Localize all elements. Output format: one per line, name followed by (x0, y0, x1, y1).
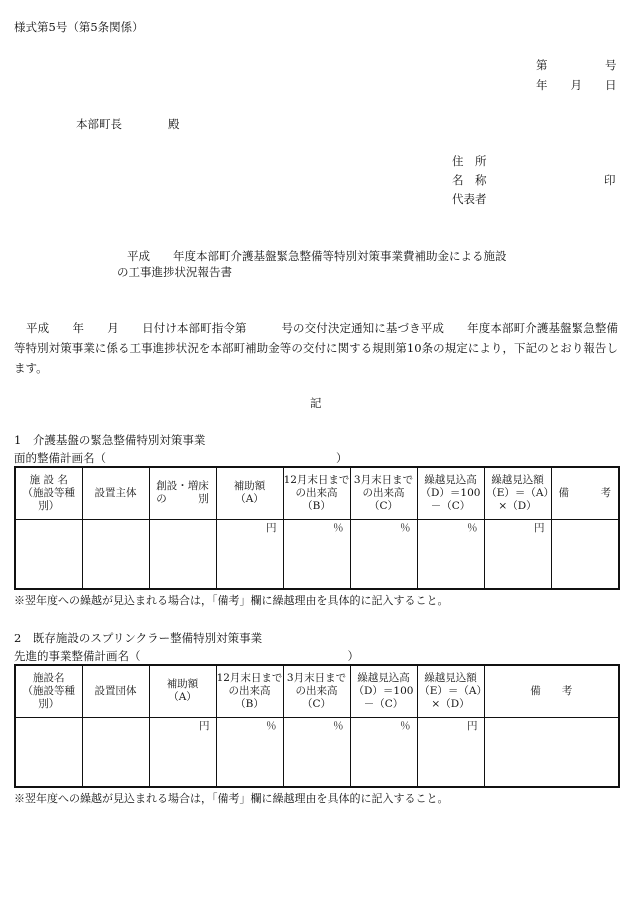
data-cell[interactable] (149, 519, 216, 589)
header-cell: 繰越見込高 （D）＝100－（C） (417, 467, 484, 519)
address-label: 住 所 (452, 154, 487, 168)
data-cell[interactable]: ％ (417, 519, 484, 589)
header-cell: 補助額 （A） (216, 467, 283, 519)
section1-header-row (15, 467, 619, 519)
section2-note: ※翌年度への繰越が見込まれる場合は，「備考」欄に繰越理由を具体的に記入すること。 (14, 792, 449, 805)
data-cell[interactable]: ％ (350, 519, 417, 589)
data-cell[interactable] (484, 717, 619, 787)
seal-mark: 印 (604, 173, 616, 187)
document-title (117, 248, 537, 280)
addressee: 本部町長 殿 (76, 117, 180, 131)
header-cell: 設置主体 (82, 467, 149, 519)
header-cell: 設置団体 (82, 665, 149, 717)
section1-data-row (15, 519, 619, 589)
form-number: 様式第5号（第5条関係） (14, 20, 144, 34)
data-cell[interactable] (15, 717, 82, 787)
data-cell[interactable] (15, 519, 82, 589)
section1-heading: 1 介護基盤の緊急整備特別対策事業 (14, 433, 206, 447)
data-cell[interactable]: 円 (149, 717, 216, 787)
section2-table (14, 664, 620, 788)
section2-data-row (15, 717, 619, 787)
data-cell[interactable] (82, 717, 149, 787)
section2-header-row (15, 665, 619, 717)
data-cell[interactable]: ％ (216, 717, 283, 787)
data-cell[interactable]: 円 (417, 717, 484, 787)
header-cell: 3月末日までの出来高 （C） (283, 665, 350, 717)
header-cell: 3月末日までの出来高 （C） (350, 467, 417, 519)
ki-heading: 記 (310, 396, 322, 410)
section1-note: ※翌年度への繰越が見込まれる場合は，「備考」欄に繰越理由を具体的に記入すること。 (14, 594, 449, 607)
data-cell[interactable]: ％ (283, 519, 350, 589)
name-label: 名 称 (452, 173, 487, 187)
header-cell: 備 考 (551, 467, 619, 519)
data-cell[interactable] (551, 519, 619, 589)
header-cell: 繰越見込額 （E）＝（A）×（D） (417, 665, 484, 717)
title-line-1: 平成 年度本部町介護基盤緊急整備等特別対策事業費補助金による施設 (127, 249, 507, 263)
data-cell[interactable] (82, 519, 149, 589)
header-cell: 繰越見込高 （D）＝100－（C） (350, 665, 417, 717)
header-cell: 補助額 （A） (149, 665, 216, 717)
header-cell: 12月末日までの出来高 （B） (283, 467, 350, 519)
body-paragraph: 平成 年 月 日付け本部町指令第 号の交付決定通知に基づき平成 年度本部町介護基盤緊急整備等特別対策事業に係る工事進捗状況を本部町補助金等の交付に関する規則第10条の規定により，下記のとおり報告します。 (14, 321, 618, 375)
header-cell: 施設名 （施設等種別） (15, 665, 82, 717)
header-cell: 施 設 名 （施設等種別） (15, 467, 82, 519)
representative-label: 代表者 (452, 192, 487, 206)
section2-heading: 2 既存施設のスプリンクラー整備特別対策事業 (14, 631, 263, 645)
document-number: 第 号 (536, 58, 617, 72)
section1-table (14, 466, 620, 590)
document-date: 年 月 日 (536, 78, 617, 92)
title-line-2: の工事進捗状況報告書 (117, 265, 232, 279)
data-cell[interactable]: ％ (283, 717, 350, 787)
data-cell[interactable]: 円 (216, 519, 283, 589)
header-cell: 創設・増床 の 別 (149, 467, 216, 519)
data-cell[interactable]: 円 (484, 519, 551, 589)
section1-plan-label: 面的整備計画名（ ） (14, 451, 348, 465)
header-cell: 備 考 (484, 665, 619, 717)
data-cell[interactable]: ％ (350, 717, 417, 787)
header-cell: 12月末日までの出来高 （B） (216, 665, 283, 717)
header-cell: 繰越見込額 （E）＝（A）×（D） (484, 467, 551, 519)
section2-plan-label: 先進的事業整備計画名（ ） (14, 649, 359, 663)
